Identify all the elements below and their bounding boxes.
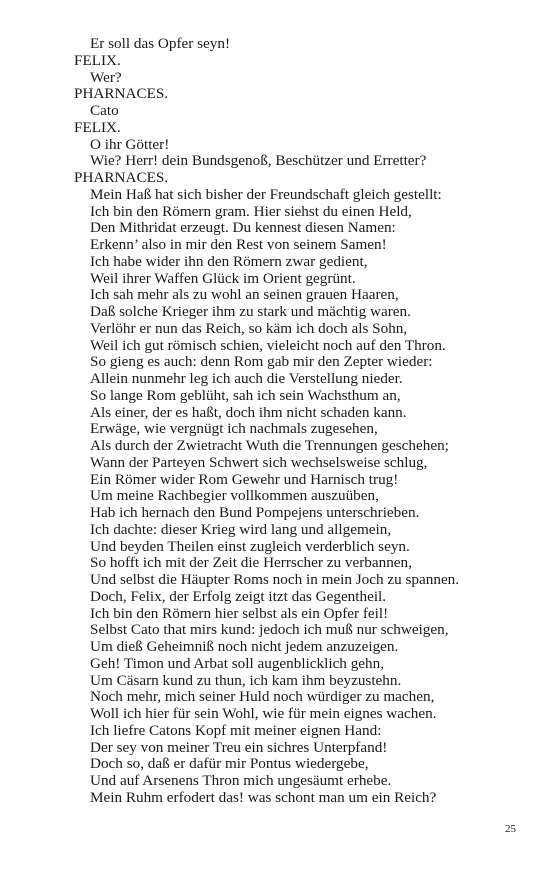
verse-line: Und auf Arsenens Thron mich ungesäumt erhebe. bbox=[90, 772, 392, 789]
verse-line: Geh! Timon und Arbat soll augenblicklich gehn, bbox=[90, 654, 385, 672]
verse-line: Ein Römer wider Rom Gewehr und Harnisch trug! bbox=[90, 470, 399, 488]
verse-line: O ihr Götter! bbox=[90, 135, 170, 153]
verse-line: Noch mehr, mich seiner Huld noch würdiger zu machen, bbox=[90, 688, 435, 706]
verse-line: Ich liefre Catons Kopf mit meiner eignen Hand: bbox=[90, 721, 382, 739]
verse-line: Wer? bbox=[90, 68, 122, 86]
verse-line: Woll ich hier für sein Wohl, wie für mein eignes wachen. bbox=[90, 705, 437, 722]
verse-line: Daß solche Krieger ihm zu stark und mächtig waren. bbox=[90, 303, 411, 320]
verse-line: Der sey von meiner Treu ein sichres Unterpfand! bbox=[90, 738, 388, 756]
verse-line: Weil ich gut römisch schien, vieleicht noch auf den Thron. bbox=[90, 336, 446, 354]
verse-line: Um Cäsarn kund zu thun, ich kam ihm beyzustehn. bbox=[90, 671, 402, 689]
verse-line: Den Mithridat erzeugt. Du kennest diesen Namen: bbox=[90, 219, 396, 237]
verse-line: Cato bbox=[90, 102, 119, 119]
verse-line: Wann der Parteyen Schwert sich wechselsweise schlug, bbox=[90, 453, 428, 471]
verse-line: Doch, Felix, der Erfolg zeigt itzt das Gegentheil. bbox=[90, 587, 387, 605]
verse-line: So lange Rom geblüht, sah ich sein Wachsthum an, bbox=[90, 386, 401, 404]
verse-line: Ich sah mehr als zu wohl an seinen grauen Haaren, bbox=[90, 286, 399, 304]
drama-text-block bbox=[74, 36, 494, 807]
verse-line: Ich dachte: dieser Krieg wird lang und allgemein, bbox=[90, 520, 392, 538]
verse-line: So gieng es auch: denn Rom gab mir den Zepter wieder: bbox=[90, 353, 433, 371]
verse-line: Mein Ruhm erfodert das! was schont man um ein Reich? bbox=[90, 788, 437, 806]
verse-line: Mein Haß hat sich bisher der Freundschaft gleich gestellt: bbox=[90, 185, 442, 203]
speaker-name: FELIX. bbox=[74, 51, 121, 69]
page-number: 25 bbox=[505, 823, 516, 835]
verse-line: Um meine Rachbegier vollkommen auszuüben, bbox=[90, 487, 379, 505]
verse-line: Ich habe wider ihn den Römern zwar gedient, bbox=[90, 252, 368, 270]
verse-line: Er soll das Opfer seyn! bbox=[90, 35, 231, 52]
verse-line: Als durch der Zwietracht Wuth die Trennungen geschehen; bbox=[90, 437, 449, 454]
verse-line: Verlöhr er nun das Reich, so käm ich doch als Sohn, bbox=[90, 319, 408, 337]
verse-line: Als einer, der es haßt, doch ihm nicht schaden kann. bbox=[90, 403, 407, 421]
verse-line: Um dieß Geheimniß noch nicht jedem anzuzeigen. bbox=[90, 638, 399, 655]
verse-line: Und selbst die Häupter Roms noch in mein Joch zu spannen. bbox=[90, 571, 460, 588]
verse-line: Selbst Cato that mirs kund: jedoch ich muß nur schweigen, bbox=[90, 621, 449, 639]
speaker-name: FELIX. bbox=[74, 118, 121, 136]
verse-line: Ich bin den Römern gram. Hier siehst du einen Held, bbox=[90, 202, 412, 220]
verse-line: Erwäge, wie vergnügt ich nachmals zugesehen, bbox=[90, 420, 378, 438]
verse-line: Allein nunmehr leg ich auch die Verstellung nieder. bbox=[90, 370, 403, 387]
verse-line: Weil ihrer Waffen Glück im Orient gegrünt. bbox=[90, 269, 356, 287]
verse-line: Wie? Herr! dein Bundsgenoß, Beschützer und Erretter? bbox=[90, 152, 427, 170]
verse-line: Erkenn’ also in mir den Rest von seinem Samen! bbox=[90, 236, 387, 253]
verse-line: Ich bin den Römern hier selbst als ein Opfer feil! bbox=[90, 604, 389, 622]
verse-line: Und beyden Theilen einst zugleich verderblich seyn. bbox=[90, 537, 410, 555]
verse-line: So hofft ich mit der Zeit die Herrscher zu verbannen, bbox=[90, 554, 412, 572]
speaker-name: PHARNACES. bbox=[74, 85, 169, 103]
verse-line: Doch so, daß er dafür mir Pontus wiedergebe, bbox=[90, 755, 369, 773]
verse-line: Hab ich hernach den Bund Pompejens unterschrieben. bbox=[90, 504, 420, 521]
speaker-name: PHARNACES. bbox=[74, 169, 169, 186]
